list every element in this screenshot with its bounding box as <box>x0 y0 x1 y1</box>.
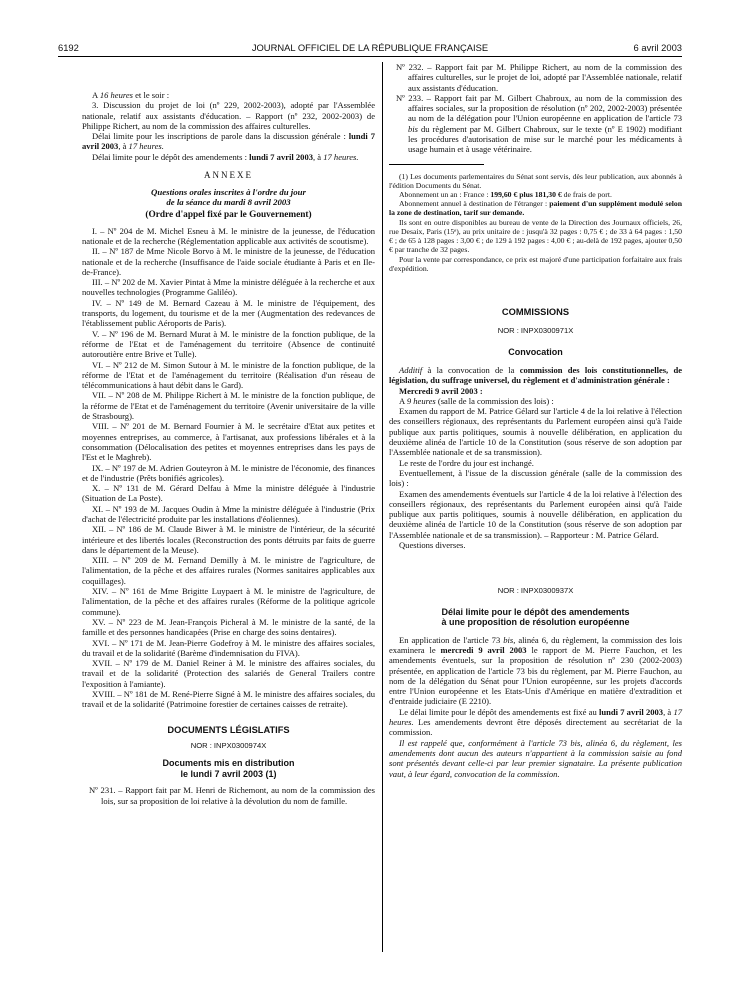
document-231: Nº 231. – Rapport fait par M. Henri de Richemont, au nom de la commission des lois, sur sa proposition de loi relative à la dévolution du nom de famille. <box>89 785 375 806</box>
question-item: V. – Nº 196 de M. Bernard Murat à M. le ministre de la fonction publique, de la réforme de l'Etat et de l'aménagement du territoire (Absence de continuité autoroutière entre Brive et Tulle). <box>82 328 375 360</box>
convocation-item-5: Questions diverses. <box>399 540 466 551</box>
convocation-title: Convocation <box>508 346 563 357</box>
journal-title: JOURNAL OFFICIEL DE LA RÉPUBLIQUE FRANÇAISE <box>251 42 489 53</box>
question-item: XII. – Nº 186 de M. Claude Biwer à M. le ministre de l'intérieur, de la sécurité intérieure et des libertés locales (Reconstruction des ponts détruits par faits de guerre dans le département de la Meuse). <box>82 524 375 555</box>
convocation-item-2: Le reste de l'ordre du jour est inchangé. <box>399 457 534 468</box>
intro-deadline-speakers: Délai limite pour les inscriptions de parole dans la discussion générale : lundi 7 avril 2003, à 17 heures. <box>82 131 376 152</box>
convocation-item-4: Examen des amendements éventuels sur l'article 4 de la loi relative à l'élection des conseillers régionaux, des représentants du Parlement européen ainsi qu'à l'aide publique aux partis politiques, soumis à nouvelle délibération, en application du deuxième alinéa de l'article 10 de la Constitution (sous réserve de son adoption par l'Assemblée nationale et de sa transmission). – Rapporteur : M. Patrice Gélard. <box>389 488 682 540</box>
delai-title: Délai limite pour le dépôt des amendements à une proposition de résolution européenne <box>441 606 630 628</box>
right-column <box>389 62 682 779</box>
left-column <box>82 90 375 806</box>
convocation-date: Mercredi 9 avril 2003 : <box>399 385 483 396</box>
question-item: XVIII. – Nº 181 de M. René-Pierre Signé à M. le ministre des affaires sociales, du travail et de la solidarité (Patrimoine forestier de certaines caisses de retraite). <box>82 689 375 710</box>
question-item: XIV. – Nº 161 de Mme Brigitte Luypaert à M. le ministre de l'agriculture, de l'alimentation, de la pêche et des affaires rurales (Réforme de la politique agricole commune). <box>82 586 375 617</box>
question-item: XIII. – Nº 209 de M. Fernand Demilly à M. le ministre de l'agriculture, de l'alimentation, de la pêche et des affaires rurales (Normes sanitaires applicables aux coquillages). <box>82 555 375 586</box>
footnote-4: Ils sont en outre disponibles au bureau de vente de la Direction des Journaux officiels, 26, rue Desaix, Paris (15ᵉ), au prix unitaire de : jusqu'à 32 pages : 0,75 € ; de 33 à 64 pages : 1,50 € ; de 65 à 128 pages : 3,00 € ; de 129 à 192 pages : 4,00 € ; au-delà de 192 pages, ajouter 0,50 € par tranche de 32 pages. <box>389 217 682 255</box>
page-header <box>58 42 682 56</box>
header-rule <box>58 56 682 57</box>
convocation-time: A 9 heures (salle de la commission des lois) : <box>399 395 554 406</box>
question-item: IX. – Nº 197 de M. Adrien Gouteyron à M. le ministre de l'économie, des finances et de l'industrie (Prêts bonifiés agricoles). <box>82 462 375 483</box>
convocation-additif: Additif à la convocation de la commission des lois constitutionnelles, de législation, du suffrage universel, du règlement et d'administration générale : <box>389 365 682 386</box>
footnote-3: Abonnement annuel à destination de l'étranger : paiement d'un supplément modulé selon la zone de destination, tarif sur demande. <box>389 199 682 218</box>
question-item: X. – Nº 131 de M. Gérard Delfau à Mme la ministre déléguée à l'industrie (Situation de La Poste). <box>82 483 375 504</box>
footnote-5: Pour la vente par correspondance, ce prix est majoré d'une participation forfaitaire aux frais d'expédition. <box>389 254 682 273</box>
footnotes <box>389 172 682 273</box>
documents-subtitle: Documents mis en distribution le lundi 7 avril 2003 (1) <box>162 758 295 779</box>
delai-paragraph-3: Il est rappelé que, conformément à l'article 73 bis, alinéa 6, du règlement, les amendements dont aucun des auteurs n'appartient à la commission saisie au fond sont présentés devant celle-ci par leur premier signataire. La présente publication vaut, à leur égard, convocation de la commission. <box>389 737 682 779</box>
intro-time: A 16 heures et le soir : <box>92 90 170 100</box>
page-number: 6192 <box>58 42 79 53</box>
commissions-title: COMMISSIONS <box>501 306 570 317</box>
convocation-item-3: Eventuellement, à l'issue de la discussion générale (salle de la commission des lois) : <box>389 467 682 489</box>
intro-deadline-amendments: Délai limite pour le dépôt des amendements : lundi 7 avril 2003, à 17 heures. <box>92 151 359 162</box>
questions-title: Questions orales inscrites à l'ordre du jour de la séance du mardi 8 avril 2003 <box>151 187 306 208</box>
question-item: VIII. – Nº 201 de M. Bernard Fournier à M. le secrétaire d'Etat aux petites et moyennes entreprises, au commerce, à l'artisanat, aux professions libérales et à la consommation (Délocalisation des petites et moyennes entreprises dans les pays de l'Est et le Maghreb). <box>82 421 375 463</box>
question-item: III. – Nº 202 de M. Xavier Pintat à Mme la ministre déléguée à la recherche et aux nouvelles technologies (Programme Galiléo). <box>82 277 375 298</box>
question-item: VI. – Nº 212 de M. Simon Sutour à M. le ministre de la fonction publique, de la réforme de l'Etat et de l'aménagement du territoire (Réalisation d'un réseau de télécommunications à haut débit dans le Gard). <box>82 359 375 391</box>
intro-item-3: 3. Discussion du projet de loi (nº 229, 2002-2003), adopté par l'Assemblée nationale, relatif aux assistants d'éducation. – Rapport (nº 232, 2002-2003) de Philippe Richert, au nom de la commission des affaires culturelles. <box>82 100 375 131</box>
footnote-2: Abonnement un an : France : 199,60 € plus 181,30 € de frais de port. <box>399 190 612 200</box>
annexe-heading: ANNEXE <box>204 170 253 181</box>
ordre-appel: (Ordre d'appel fixé par le Gouvernement) <box>145 210 312 221</box>
delai-paragraph-2: Le délai limite pour le dépôt des amendements est fixé au lundi 7 avril 2003, à 17 heures. Les amendements devront être déposés directement au secrétariat de la commission. <box>389 706 682 738</box>
question-item: VII. – Nº 208 de M. Philippe Richert à M. le ministre de la fonction publique, de la réforme de l'Etat et de l'aménagement du territoire (Avenir universitaire de la ville de Strasbourg). <box>82 390 375 422</box>
delai-paragraph-1: En application de l'article 73 bis, alinéa 6, du règlement, la commission des lois examinera le mercredi 9 avril 2003 le rapport de M. Pierre Fauchon, et les amendements éventuels, sur la proposition de résolution nº 230 (2002-2003) présentée, en application de l'article 73 bis du règlement, par M. Pierre Fauchon, au nom de la délégation du Sénat pour l'Union européenne, sur les projets d'accords entre l'Union européenne et les Etats-Unis d'Amérique en matière d'extradition et d'entraide judiciaire (E 2210). <box>389 634 683 707</box>
commissions-nor: NOR : INPX0300971X <box>497 326 574 336</box>
question-item: XVI. – Nº 171 de M. Jean-Pierre Godefroy à M. le ministre des affaires sociales, du travail et de la solidarité (Barème d'indemnisation du FIVA). <box>82 637 375 658</box>
question-item: XI. – Nº 193 de M. Jacques Oudin à Mme la ministre déléguée à l'industrie (Prix d'achat de l'électricité produite par les installations d'éoliennes). <box>82 503 375 524</box>
questions-list <box>82 226 375 710</box>
documents-nor: NOR : INPX0300974X <box>190 740 267 750</box>
documents-title: DOCUMENTS LÉGISLATIFS <box>167 724 290 735</box>
convocation-item-1: Examen du rapport de M. Patrice Gélard sur l'article 4 de la loi relative à l'élection des conseillers régionaux, des représentants du Parlement européen ainsi qu'à l'aide publique aux partis politiques, soumis à nouvelle délibération, en application du deuxième alinéa de l'article 10 de la Constitution (sous réserve de son adoption par l'Assemblée nationale et de sa transmission). <box>389 406 682 458</box>
question-item: II. – Nº 187 de Mme Nicole Borvo à M. le ministre de la jeunesse, de l'éducation nationale et de la recherche (Insuffisance de l'aide sociale étudiante à Paris et en Ile-de-France). <box>82 246 375 277</box>
question-item: IV. – Nº 149 de M. Bernard Cazeau à M. le ministre de l'équipement, des transports, du logement, du tourisme et de la mer (Augmentation des redevances de l'établissement public Aéroports de Paris). <box>82 297 375 329</box>
column-divider <box>382 62 383 952</box>
document-233: Nº 233. – Rapport fait par M. Gilbert Chabroux, au nom de la commission des affaires sociales, sur la proposition de résolution (nº 202, 2002-2003) présentée au nom de la délégation pour l'Union européenne en application de l'article 73 bis du règlement par M. Gilbert Chabroux, sur le texte (nº E 1902) modifiant les procédures d'autorisation de mise sur le marché pour les médicaments à usage humain et à usage vétérinaire. <box>396 92 682 155</box>
footnote-1: (1) Les documents parlementaires du Sénat sont servis, dès leur publication, aux abonnés à l'édition Documents du Sénat. <box>389 171 682 190</box>
issue-date: 6 avril 2003 <box>633 42 682 53</box>
question-item: I. – Nº 204 de M. Michel Esneu à M. le ministre de la jeunesse, de l'éducation nationale et de la recherche (Réglementation applicable aux activités de scoutisme). <box>82 225 375 246</box>
question-item: XV. – Nº 223 de M. Jean-François Picheral à M. le ministre de la santé, de la famille et des personnes handicapées (Prise en charge des soins dentaires). <box>82 616 375 638</box>
question-item: XVII. – Nº 179 de M. Daniel Reiner à M. le ministre des affaires sociales, du travail et de la solidarité (Protection des salariés de General Trailers contre l'exposition à l'amiante). <box>82 658 375 689</box>
delai-nor: NOR : INPX0300937X <box>497 586 574 596</box>
document-232: Nº 232. – Rapport fait par M. Philippe Richert, au nom de la commission des affaires culturelles, sur le projet de loi, adopté par l'Assemblée nationale, relatif aux assistants d'éducation. <box>396 62 682 93</box>
footnote-rule <box>389 164 484 165</box>
